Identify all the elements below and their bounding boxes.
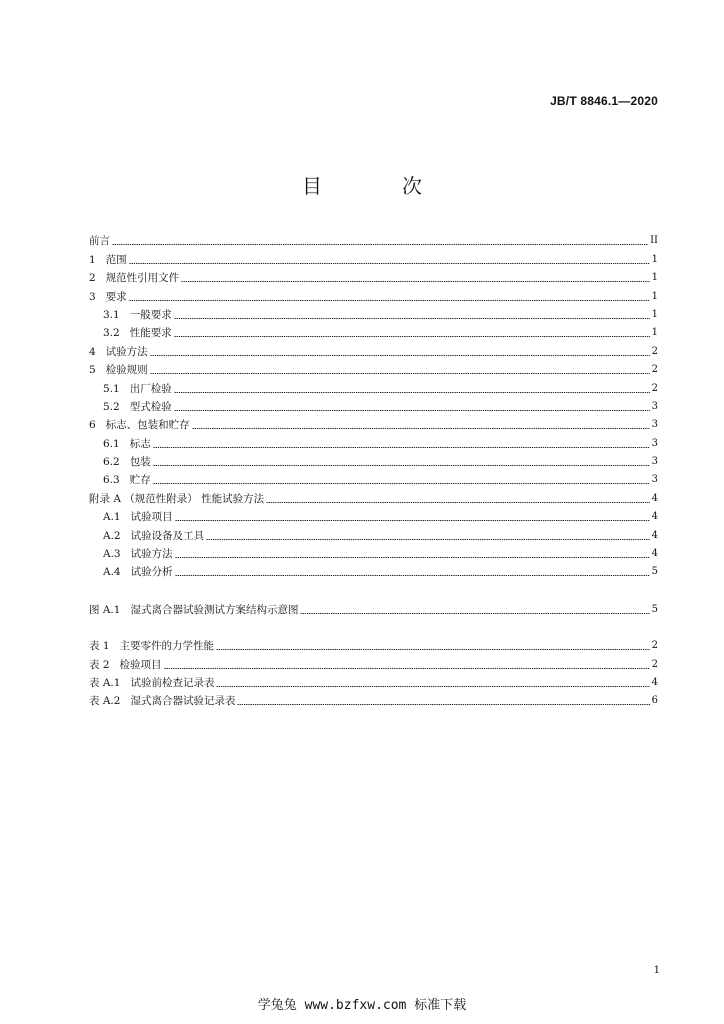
toc-entry-number: 5 — [89, 364, 96, 377]
leader-dots — [129, 263, 650, 264]
toc-entry[interactable] — [89, 340, 658, 358]
toc-entry-label — [89, 603, 298, 617]
toc-entry-number: 3.1 — [103, 308, 120, 321]
toc-entry-page: 2 — [651, 364, 658, 376]
toc-entry[interactable] — [89, 487, 658, 505]
toc-entry-page: 5 — [651, 603, 658, 615]
toc-entry-number: 表 1 — [89, 640, 110, 653]
leader-dots — [112, 244, 648, 245]
toc-entry[interactable] — [89, 396, 658, 414]
footer-watermark: 学兔兔 www.bzfxw.com 标准下载 — [257, 998, 467, 1013]
toc-entry-label — [103, 326, 172, 340]
toc-entry-page: 2 — [651, 640, 658, 652]
toc-entry-title: 湿式离合器试验记录表 — [130, 695, 236, 708]
toc-entry-page: II — [650, 235, 658, 247]
leader-dots — [216, 686, 649, 687]
leader-dots — [237, 704, 649, 705]
toc-entry[interactable] — [89, 267, 658, 285]
toc-entry[interactable] — [89, 285, 658, 303]
leader-dots — [129, 300, 650, 301]
toc-entry-number: 3.2 — [103, 327, 120, 340]
toc-entry-page: 1 — [651, 308, 658, 320]
toc-entry-title: 型式检验 — [129, 400, 172, 413]
toc-entry-label — [89, 676, 214, 690]
toc-entry-page: 4 — [651, 511, 658, 523]
toc-entry-label — [89, 658, 162, 672]
toc-entry-label — [103, 400, 172, 414]
toc-entry[interactable] — [89, 469, 658, 487]
toc-entry[interactable] — [89, 377, 658, 395]
toc-entry-number: 5.1 — [103, 382, 120, 395]
toc-contents-section — [89, 230, 658, 579]
toc-entry-title: 湿式离合器试验测试方案结构示意图 — [130, 603, 299, 616]
leader-dots — [192, 428, 650, 429]
toc-entry-label — [103, 437, 151, 451]
toc-entry-title: 标志 — [129, 437, 151, 450]
toc-entry-label — [103, 547, 173, 561]
toc-entry-page: 4 — [651, 529, 658, 541]
leader-dots — [153, 465, 650, 466]
toc-entry-label — [89, 345, 148, 359]
toc-entry[interactable] — [89, 543, 658, 561]
toc-entry-page: 6 — [651, 695, 658, 707]
toc-entry-page: 1 — [651, 290, 658, 302]
page-number: 1 — [653, 965, 660, 976]
toc-entry-number: 6.1 — [103, 437, 120, 450]
table-of-contents — [89, 230, 658, 708]
toc-figures-section — [89, 598, 658, 616]
toc-entry-title: 规范性引用文件 — [105, 272, 180, 285]
section-gap — [89, 617, 658, 635]
toc-entry-page: 4 — [651, 492, 658, 504]
toc-entry[interactable] — [89, 230, 658, 248]
toc-tables-section — [89, 635, 658, 709]
toc-entry-label — [89, 234, 110, 248]
toc-entry-title: 包装 — [129, 456, 151, 469]
toc-entry-title: 前言 — [89, 235, 110, 248]
toc-entry[interactable] — [89, 690, 658, 708]
toc-entry-number: 表 A.1 — [89, 676, 121, 689]
toc-entry-label — [89, 694, 235, 708]
toc-entry-title: 试验设备及工具 — [130, 529, 205, 542]
toc-entry[interactable] — [89, 561, 658, 579]
toc-entry[interactable] — [89, 598, 658, 616]
toc-entry-number: 6.2 — [103, 456, 120, 469]
toc-entry-label — [103, 455, 151, 469]
toc-entry-number: 表 2 — [89, 658, 110, 671]
toc-entry-title: 试验前检查记录表 — [130, 676, 215, 689]
toc-entry[interactable] — [89, 524, 658, 542]
toc-entry-label — [103, 510, 173, 524]
toc-entry-label — [89, 271, 179, 285]
toc-entry-title: 附录 A （规范性附录） 性能试验方法 — [89, 492, 265, 505]
toc-entry-label — [103, 529, 204, 543]
toc-entry-number: 6 — [89, 419, 96, 432]
toc-entry-title: 主要零件的力学性能 — [119, 640, 215, 653]
toc-entry-label — [89, 253, 127, 267]
toc-entry-title: 试验方法 — [105, 345, 148, 358]
toc-entry[interactable] — [89, 653, 658, 671]
toc-entry-number: 5.2 — [103, 400, 120, 413]
standard-code: JB/T 8846.1—2020 — [550, 94, 658, 108]
toc-entry-title: 试验项目 — [130, 511, 173, 524]
leader-dots — [300, 613, 649, 614]
leader-dots — [175, 575, 650, 576]
toc-entry[interactable] — [89, 672, 658, 690]
toc-entry-label — [89, 363, 148, 377]
toc-entry[interactable] — [89, 248, 658, 266]
toc-entry-page: 3 — [651, 474, 658, 486]
leader-dots — [175, 557, 650, 558]
toc-entry-title: 贮存 — [129, 474, 151, 487]
toc-entry-number: A.3 — [103, 548, 121, 561]
toc-entry[interactable] — [89, 635, 658, 653]
toc-entry-page: 2 — [651, 658, 658, 670]
toc-entry-title: 检验项目 — [119, 658, 162, 671]
toc-entry-label — [89, 639, 214, 653]
toc-entry-number: 3 — [89, 290, 96, 303]
toc-entry-label — [103, 473, 151, 487]
leader-dots — [206, 539, 650, 540]
toc-entry-page: 3 — [651, 437, 658, 449]
toc-entry-label — [89, 418, 190, 432]
toc-entry-title: 范围 — [105, 253, 127, 266]
toc-entry-page: 3 — [651, 400, 658, 412]
toc-entry-title: 试验分析 — [130, 566, 173, 579]
toc-entry[interactable] — [89, 432, 658, 450]
toc-entry-label — [103, 308, 172, 322]
toc-entry-number: 表 A.2 — [89, 695, 121, 708]
toc-entry[interactable] — [89, 322, 658, 340]
toc-entry-title: 标志、包装和贮存 — [105, 419, 190, 432]
leader-dots — [174, 392, 650, 393]
leader-dots — [174, 336, 650, 337]
leader-dots — [181, 281, 649, 282]
toc-entry-page: 1 — [651, 272, 658, 284]
toc-entry-page: 2 — [651, 345, 658, 357]
toc-entry-title: 出厂检验 — [129, 382, 172, 395]
toc-entry-page: 2 — [651, 382, 658, 394]
section-gap — [89, 579, 658, 598]
toc-entry-number: 图 A.1 — [89, 603, 121, 616]
toc-entry-label — [89, 290, 127, 304]
toc-entry-page: 3 — [651, 456, 658, 468]
leader-dots — [150, 373, 650, 374]
toc-entry-page: 5 — [651, 566, 658, 578]
toc-entry-page: 4 — [651, 676, 658, 688]
toc-entry[interactable] — [89, 414, 658, 432]
page-title: 目 次 — [302, 174, 452, 198]
toc-entry-page: 1 — [651, 327, 658, 339]
toc-entry[interactable] — [89, 506, 658, 524]
toc-entry-number: 4 — [89, 345, 96, 358]
toc-entry-label — [89, 492, 264, 506]
leader-dots — [174, 410, 650, 411]
toc-entry-label — [103, 382, 172, 396]
leader-dots — [153, 447, 650, 448]
toc-entry-title: 要求 — [105, 290, 127, 303]
toc-entry-number: 6.3 — [103, 474, 120, 487]
toc-entry-page: 4 — [651, 548, 658, 560]
toc-entry-page: 1 — [651, 253, 658, 265]
leader-dots — [174, 318, 650, 319]
leader-dots — [216, 649, 650, 650]
toc-entry-number: 1 — [89, 253, 96, 266]
toc-entry-number: A.1 — [103, 511, 121, 524]
leader-dots — [150, 355, 650, 356]
leader-dots — [164, 668, 650, 669]
toc-entry-title: 一般要求 — [129, 308, 172, 321]
toc-entry[interactable] — [89, 304, 658, 322]
leader-dots — [153, 483, 650, 484]
toc-entry-page: 3 — [651, 419, 658, 431]
toc-entry-title: 性能要求 — [129, 327, 172, 340]
toc-entry-title: 检验规则 — [105, 364, 148, 377]
toc-entry-title: 试验方法 — [130, 548, 173, 561]
toc-entry-number: A.2 — [103, 529, 121, 542]
leader-dots — [266, 502, 650, 503]
toc-entry-number: A.4 — [103, 566, 121, 579]
leader-dots — [175, 520, 650, 521]
toc-entry-label — [103, 565, 173, 579]
toc-entry[interactable] — [89, 451, 658, 469]
toc-entry[interactable] — [89, 359, 658, 377]
toc-entry-number: 2 — [89, 272, 96, 285]
